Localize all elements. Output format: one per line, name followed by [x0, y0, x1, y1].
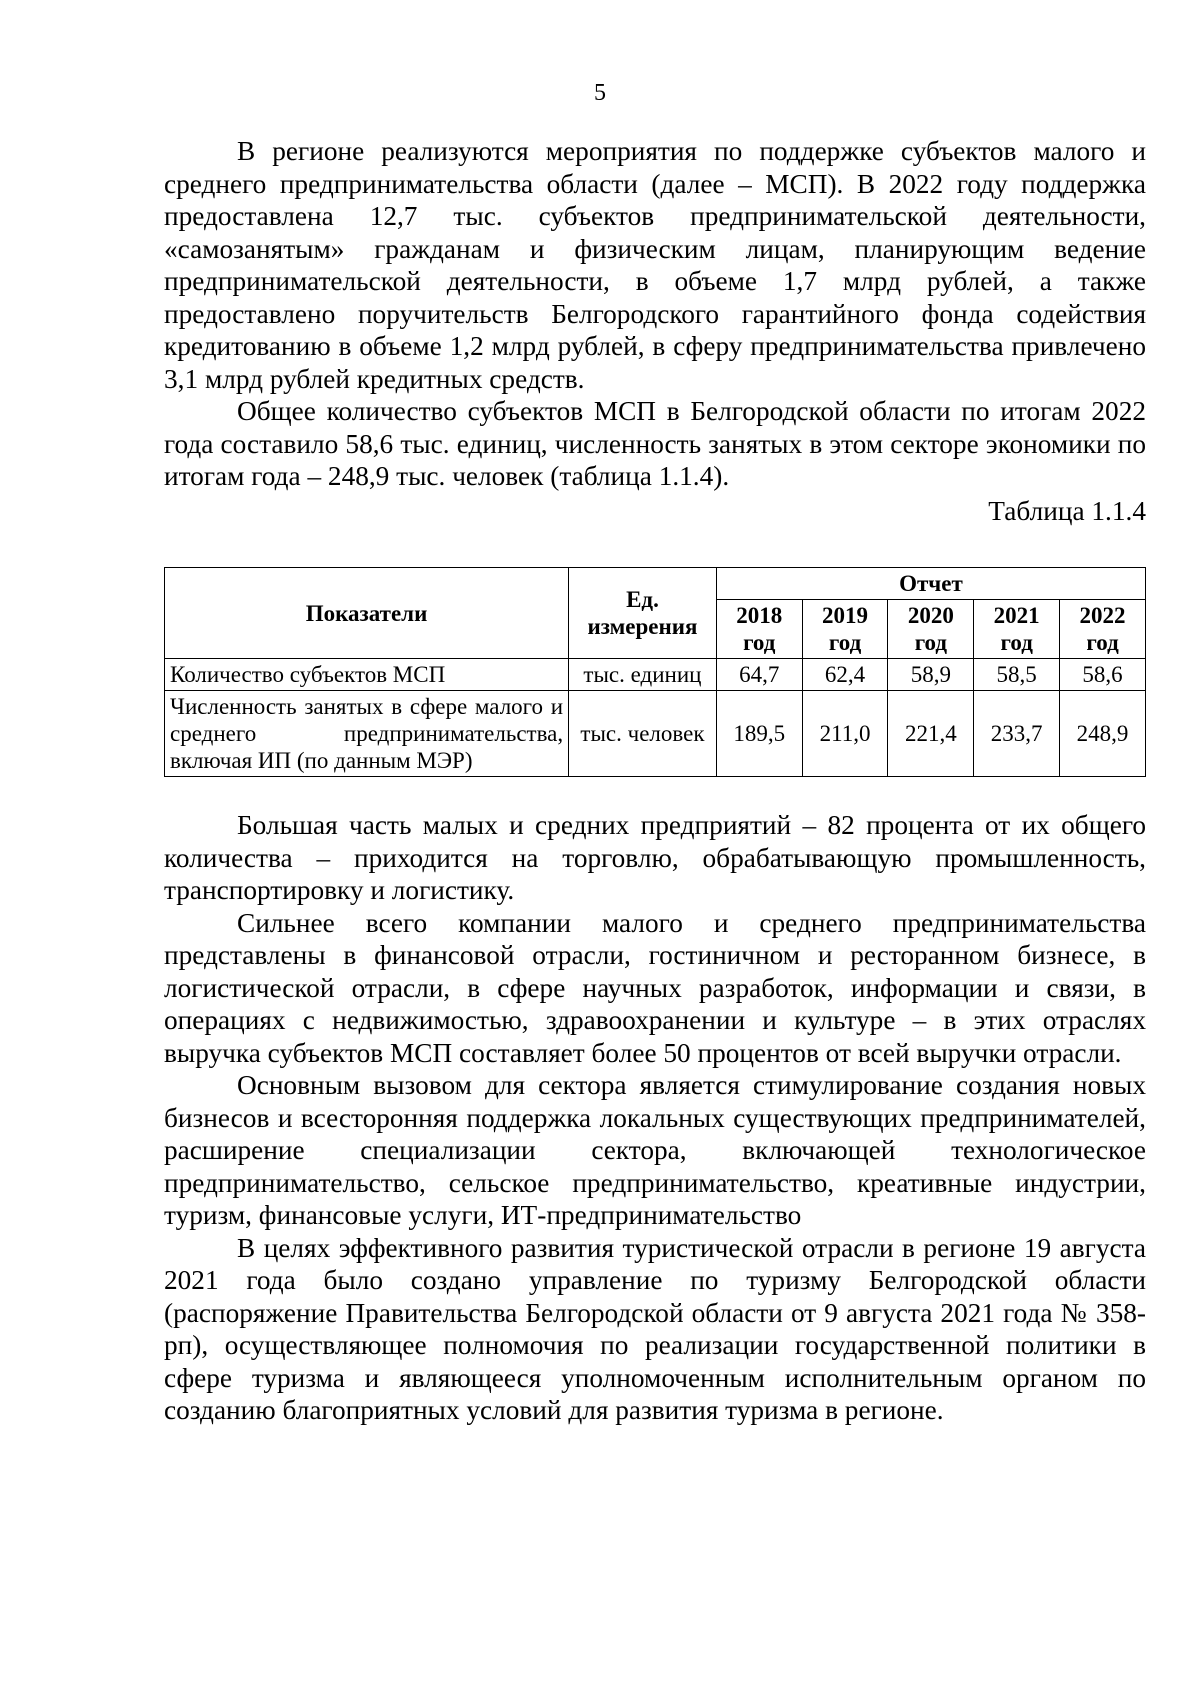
paragraphs-after-table [164, 809, 1146, 1427]
document-body [164, 135, 1146, 1427]
header-year: 2018 год [716, 600, 802, 659]
paragraph-strong-sectors: Сильнее всего компании малого и среднего предпринимательства представлены в финансовой отрасли, гостиничном и ресторанном бизнесе, в логистической отрасли, в сфере научных разработок, информации и связи, в операциях с недвижимостью, здравоохранении и культуре – в этих отраслях выручка субъектов МСП составляет более 50 процентов от всей выручки отрасли. [164, 907, 1146, 1068]
paragraph-msp-count: Общее количество субъектов МСП в Белгородской области по итогам 2022 года составило 58,6 тыс. единиц, численность занятых в этом секторе экономики по итогам года – 248,9 тыс. человек (таблица 1.1.4). [164, 396, 1146, 491]
row-value: 58,5 [974, 659, 1060, 691]
row-value: 211,0 [802, 691, 888, 777]
row-label: Количество субъектов МСП [165, 659, 569, 691]
row-value: 58,6 [1060, 659, 1146, 691]
header-year: 2021 год [974, 600, 1060, 659]
page-number: 5 [594, 80, 606, 106]
row-value: 58,9 [888, 659, 974, 691]
row-value: 248,9 [1060, 691, 1146, 777]
table-row [165, 691, 1146, 777]
header-year: 2022 год [1060, 600, 1146, 659]
row-value: 64,7 [716, 659, 802, 691]
table-header-row [165, 568, 1146, 600]
row-unit: тыс. человек [569, 691, 717, 777]
row-value: 62,4 [802, 659, 888, 691]
row-value: 233,7 [974, 691, 1060, 777]
row-value: 221,4 [888, 691, 974, 777]
row-value: 189,5 [716, 691, 802, 777]
row-label: Численность занятых в сфере малого и среднего предпринимательства, включая ИП (по данным МЭР) [165, 691, 569, 777]
header-report: Отчет [716, 568, 1145, 600]
header-units: Ед. измерения [569, 568, 717, 659]
header-indicators: Показатели [165, 568, 569, 659]
header-year: 2020 год [888, 600, 974, 659]
msp-statistics-table [164, 567, 1146, 777]
paragraph-main-challenge: Основным вызовом для сектора является стимулирование создания новых бизнесов и всесторонняя поддержка локальных существующих предпринимателей, расширение специализации сектора, включающей технологическое предпринимательство, сельское предпринимательство, креативные индустрии, туризм, финансовые услуги, ИТ-предпринимательство [164, 1070, 1146, 1230]
paragraph-sector-share: Большая часть малых и средних предприятий – 82 процента от их общего количества – приходится на торговлю, обрабатывающую промышленность, транспортировку и логистику. [164, 810, 1146, 905]
paragraph-msp-support: В регионе реализуются мероприятия по поддержке субъектов малого и среднего предпринимательства области (далее – МСП). В 2022 году поддержка предоставлена 12,7 тыс. субъектов предпринимательской деятельности, «самозанятым» гражданам и физическим лицам, планирующим ведение предпринимательской деятельности, в объеме 1,7 млрд рублей, а также предоставлено поручительств Белгородского гарантийного фонда содействия кредитованию в объеме 1,2 млрд рублей, в сферу предпринимательства привлечено 3,1 млрд рублей кредитных средств. [164, 136, 1146, 394]
row-unit: тыс. единиц [569, 659, 717, 691]
table-row [165, 659, 1146, 691]
paragraph-tourism: В целях эффективного развития туристической отрасли в регионе 19 августа 2021 года было создано управление по туризму Белгородской области (распоряжение Правительства Белгородской области от 9 августа 2021 года № 358-рп), осуществляющее полномочия по реализации государственной политики в сфере туризма и являющееся уполномоченным исполнительным органом по созданию благоприятных условий для развития туризма в регионе. [164, 1232, 1146, 1425]
table-caption: Таблица 1.1.4 [988, 495, 1146, 526]
header-year: 2019 год [802, 600, 888, 659]
